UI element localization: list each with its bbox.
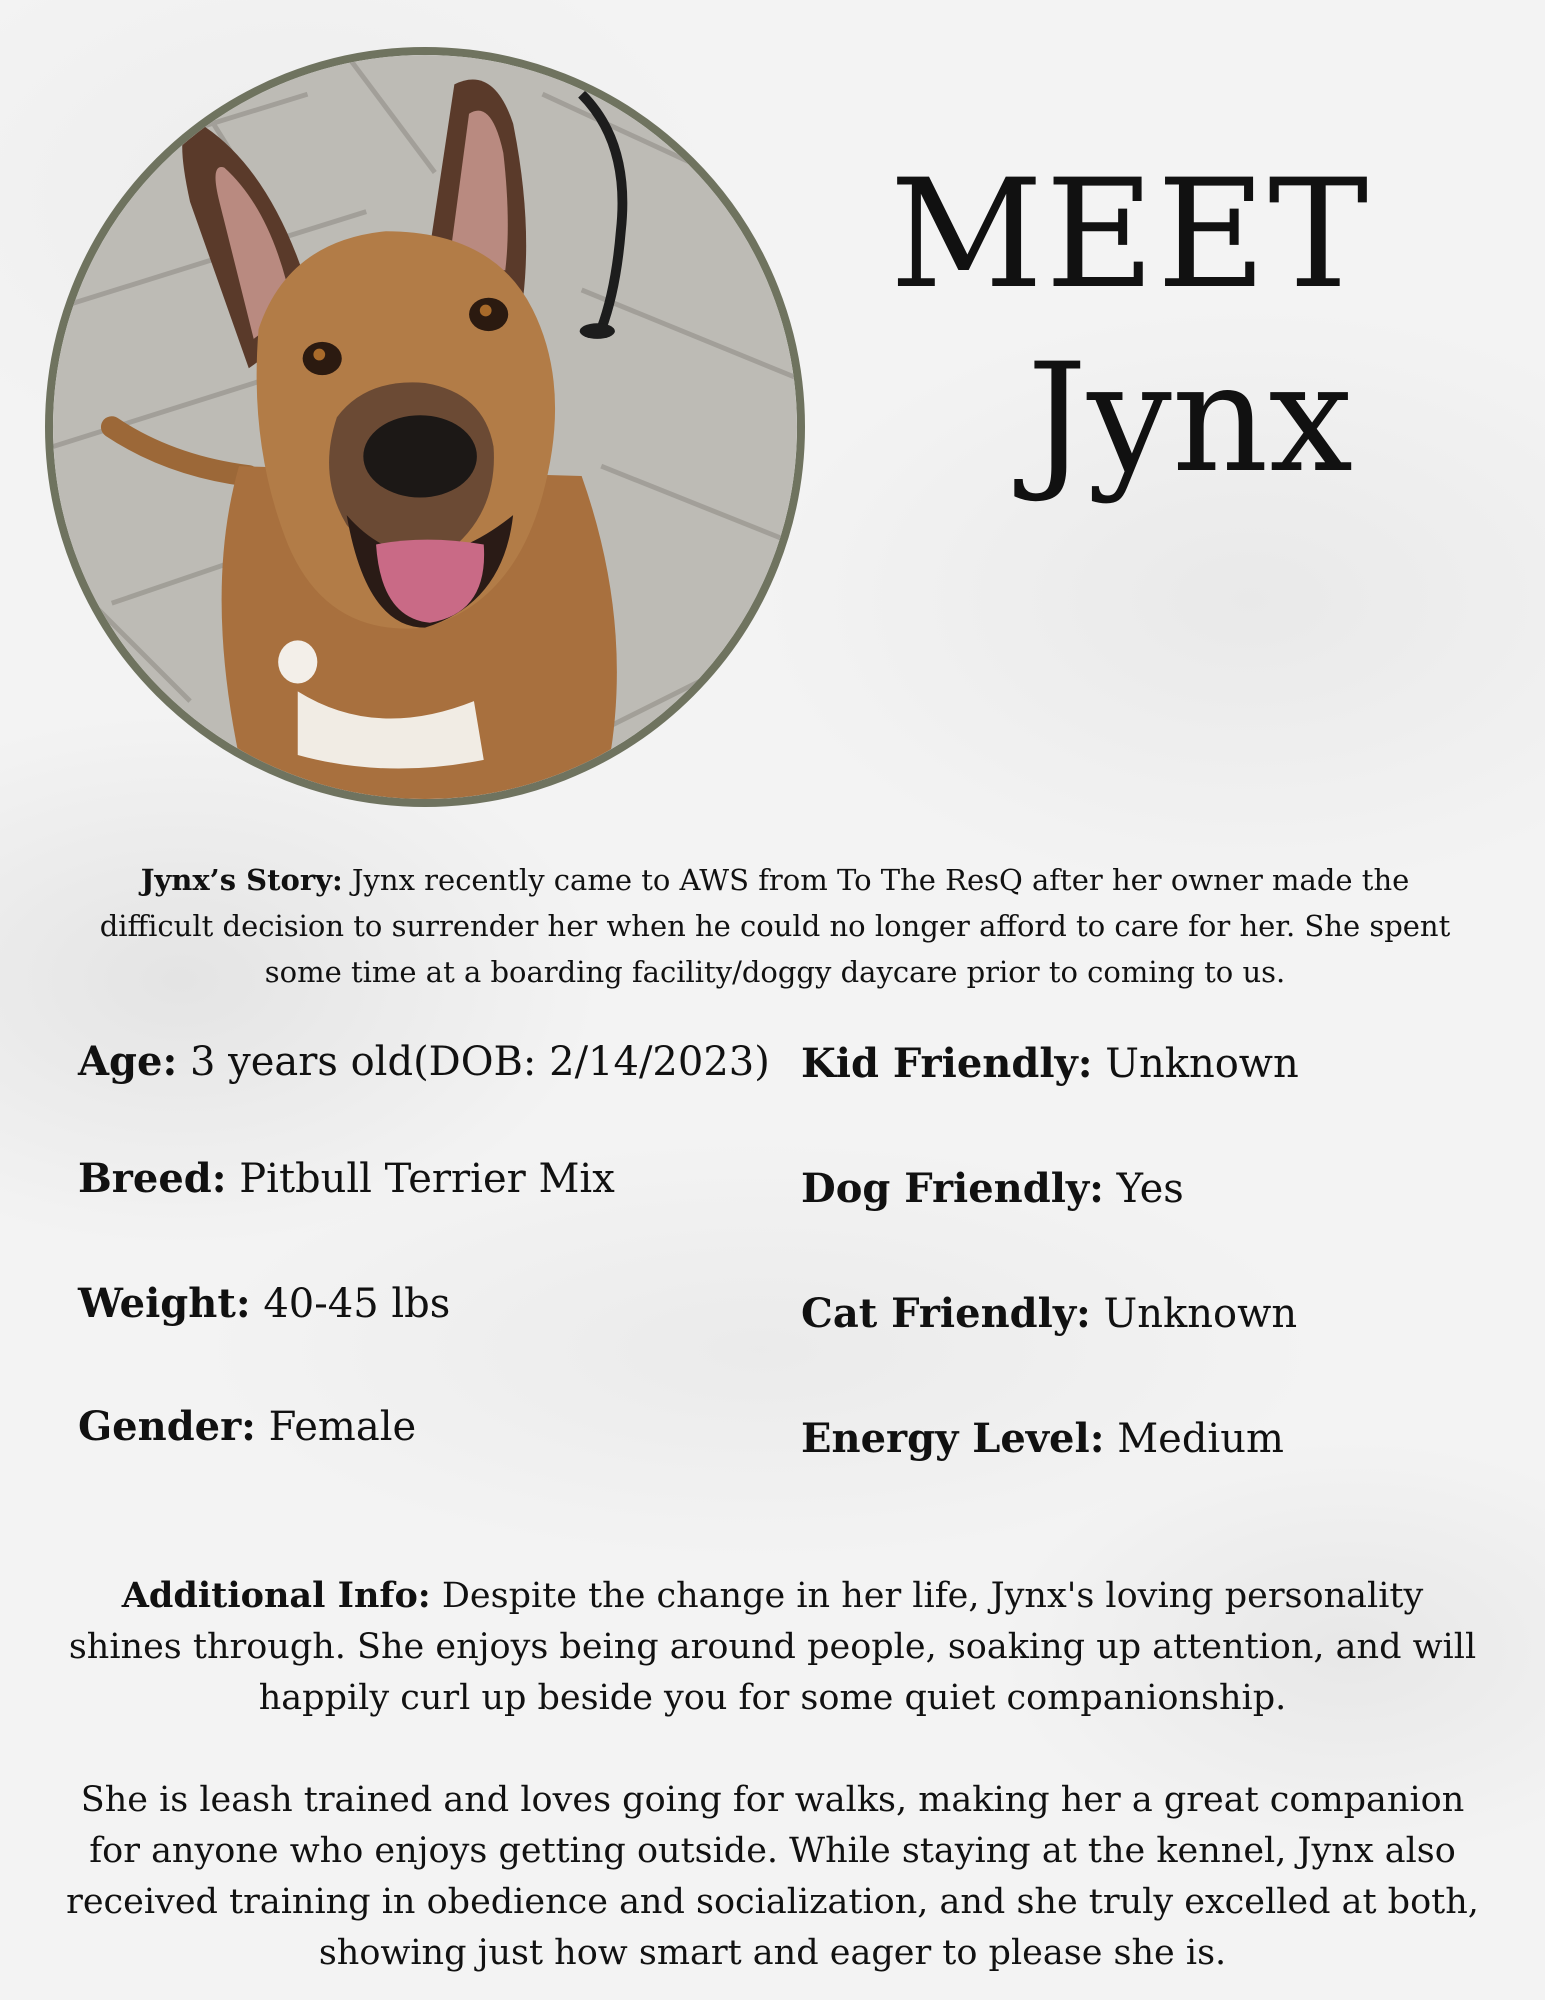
story-text: Jynx recently came to AWS from To The ResQ after her owner made the difficult decision to surrender her when he could no longer afford to care for her. She spent some time at a boarding facility/doggy daycare prior to coming to us.: [99, 863, 1451, 989]
stat-label: Weight:: [78, 1280, 251, 1327]
stat-label: Kid Friendly:: [801, 1040, 1093, 1087]
stat-weight: [78, 1280, 450, 1328]
stat-cat-friendly: [801, 1290, 1297, 1338]
stat-kid-friendly: [801, 1040, 1299, 1088]
additional-info: [60, 1570, 1485, 1979]
additional-label: Additional Info:: [121, 1575, 431, 1616]
stat-value: Yes: [1116, 1166, 1184, 1212]
stat-label: Cat Friendly:: [801, 1290, 1091, 1337]
stat-gender: [78, 1403, 416, 1451]
stat-label: Dog Friendly:: [801, 1165, 1104, 1212]
stat-energy-level: [801, 1415, 1284, 1463]
additional-text-1: Despite the change in her life, Jynx's loving personality shines through. She enjoys being around people, soaking up attention, and will happily curl up beside you for some quiet companionship.: [68, 1576, 1477, 1718]
stat-value: Medium: [1117, 1416, 1284, 1462]
stat-label: Age:: [78, 1038, 178, 1085]
stat-label: Gender:: [78, 1403, 256, 1450]
stat-value: Female: [268, 1404, 417, 1450]
stat-value: 3 years old(DOB: 2/14/2023): [189, 1039, 770, 1085]
additional-paragraph-1: [60, 1570, 1485, 1724]
title-dog-name: Jynx: [1026, 332, 1354, 506]
stat-label: Energy Level:: [801, 1415, 1105, 1462]
stat-breed: [78, 1155, 615, 1203]
stat-value: 40-45 lbs: [263, 1281, 451, 1327]
title-meet: MEET: [889, 148, 1371, 322]
stat-age: [78, 1038, 770, 1086]
stat-dog-friendly: [801, 1165, 1184, 1213]
dog-photo: [45, 47, 805, 807]
stat-value: Unknown: [1103, 1291, 1298, 1337]
page-title: [880, 148, 1440, 506]
story-label: Jynx’s Story:: [140, 863, 343, 897]
additional-paragraph-2: She is leash trained and loves going for walks, making her a great companion for anyone who enjoys getting outside. While staying at the kennel, Jynx also received training in obedience and socialization, and she truly excelled at both, showing just how smart and eager to please she is.: [66, 1780, 1479, 1973]
stat-label: Breed:: [78, 1155, 227, 1202]
stat-value: Unknown: [1105, 1041, 1299, 1087]
story-paragraph: [80, 857, 1470, 995]
stat-value: Pitbull Terrier Mix: [239, 1156, 615, 1202]
dog-photo-icon: [53, 55, 797, 799]
